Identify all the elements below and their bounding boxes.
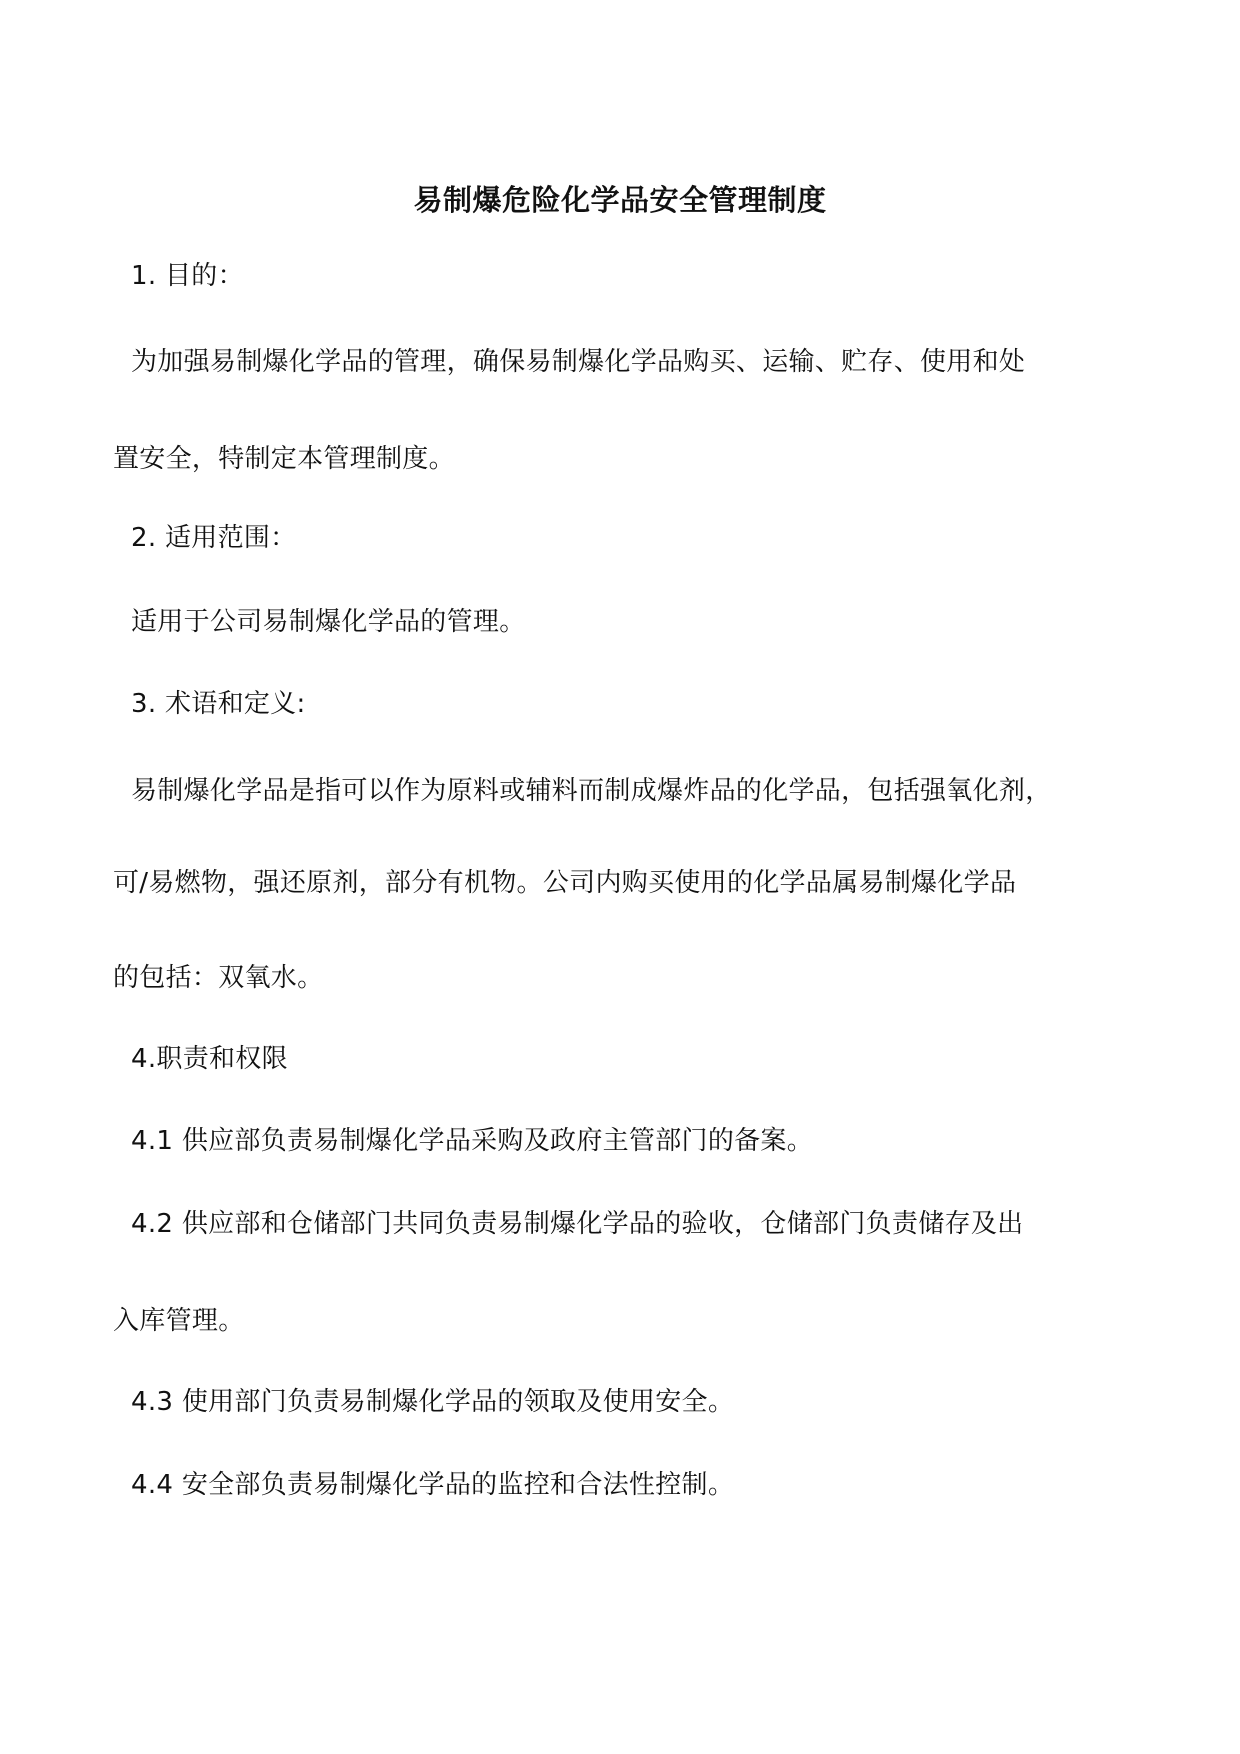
document-title: 易制爆危险化学品安全管理制度 [413,183,827,217]
paragraph-line: 为加强易制爆化学品的管理，确保易制爆化学品购买、运输、贮存、使用和处 [131,347,1026,377]
paragraph-line: 入库管理。 [113,1306,245,1336]
paragraph-line: 4.1 供应部负责易制爆化学品采购及政府主管部门的备案。 [131,1126,814,1156]
paragraph-line: 的包括：双氧水。 [113,963,324,993]
section-4-heading: 4.职责和权限 [131,1044,288,1074]
paragraph-line: 4.3 使用部门负责易制爆化学品的领取及使用安全。 [131,1387,735,1417]
paragraph-line: 4.4 安全部负责易制爆化学品的监控和合法性控制。 [131,1470,735,1500]
section-2-heading: 2. 适用范围： [131,523,297,553]
paragraph-line: 可/易燃物，强还原剂，部分有机物。公司内购买使用的化学品属易制爆化学品 [113,868,1017,898]
section-1-heading: 1. 目的： [131,261,244,291]
section-3-heading: 3. 术语和定义: [131,689,306,719]
paragraph-line: 置安全，特制定本管理制度。 [113,444,455,474]
paragraph-line: 易制爆化学品是指可以作为原料或辅料而制成爆炸品的化学品，包括强氧化剂， [131,776,1052,806]
paragraph-line: 适用于公司易制爆化学品的管理。 [131,607,526,637]
paragraph-line: 4.2 供应部和仓储部门共同负责易制爆化学品的验收，仓储部门负责储存及出 [131,1209,1024,1239]
